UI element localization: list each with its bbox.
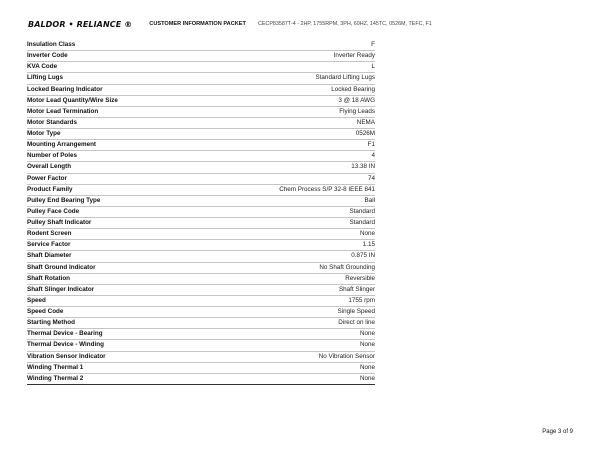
spec-label: Winding Thermal 1	[27, 362, 196, 373]
spec-row	[27, 51, 375, 62]
spec-row	[27, 362, 375, 373]
spec-row	[27, 295, 375, 306]
spec-value: 74	[196, 173, 375, 184]
spec-value: 13.38 IN	[196, 162, 375, 173]
spec-row	[27, 40, 375, 51]
spec-label: Lifting Lugs	[27, 73, 196, 84]
spec-row	[27, 318, 375, 329]
spec-value: 1.15	[196, 240, 375, 251]
spec-label: Inverter Code	[27, 51, 196, 62]
spec-row	[27, 95, 375, 106]
spec-label: Shaft Diameter	[27, 251, 196, 262]
spec-label: Shaft Ground Indicator	[27, 262, 196, 273]
spec-row	[27, 373, 375, 384]
spec-value: Flying Leads	[196, 106, 375, 117]
brand-logo: BALDOR • RELIANCE ®	[28, 19, 133, 29]
spec-row	[27, 218, 375, 229]
spec-label: Service Factor	[27, 240, 196, 251]
spec-table	[27, 40, 375, 385]
spec-value: L	[196, 62, 375, 73]
spec-label: Motor Lead Termination	[27, 106, 196, 117]
spec-label: Number of Poles	[27, 151, 196, 162]
spec-label: Pulley Face Code	[27, 206, 196, 217]
spec-value: Inverter Ready	[196, 51, 375, 62]
spec-row	[27, 117, 375, 128]
spec-value: None	[196, 373, 375, 384]
page-header	[28, 17, 588, 31]
spec-value: F1	[196, 140, 375, 151]
page-number: Page 3 of 9	[542, 429, 573, 435]
spec-label: Locked Bearing Indicator	[27, 84, 196, 95]
spec-value: None	[196, 340, 375, 351]
document-title: CUSTOMER INFORMATION PACKET	[149, 21, 246, 27]
spec-value: Standard Lifting Lugs	[196, 73, 375, 84]
spec-label: Motor Lead Quantity/Wire Size	[27, 95, 196, 106]
spec-label: Power Factor	[27, 173, 196, 184]
spec-row	[27, 240, 375, 251]
spec-value: Reversible	[196, 273, 375, 284]
spec-value: Shaft Slinger	[196, 284, 375, 295]
spec-row	[27, 329, 375, 340]
spec-table-body	[27, 40, 375, 384]
spec-label: Product Family	[27, 184, 196, 195]
spec-value: None	[196, 329, 375, 340]
spec-label: Overall Length	[27, 162, 196, 173]
spec-value: NEMA	[196, 117, 375, 128]
spec-label: Speed Code	[27, 307, 196, 318]
spec-value: Ball	[196, 195, 375, 206]
spec-value: Chem Process S/P 32-8 IEEE 841	[196, 184, 375, 195]
spec-row	[27, 307, 375, 318]
spec-label: KVA Code	[27, 62, 196, 73]
spec-label: Pulley Shaft Indicator	[27, 218, 196, 229]
spec-label: Speed	[27, 295, 196, 306]
spec-label: Motor Standards	[27, 117, 196, 128]
spec-label: Rodent Screen	[27, 229, 196, 240]
spec-row	[27, 206, 375, 217]
spec-row	[27, 284, 375, 295]
spec-value: 4	[196, 151, 375, 162]
spec-value: Single Speed	[196, 307, 375, 318]
spec-label: Starting Method	[27, 318, 196, 329]
spec-value: Locked Bearing	[196, 84, 375, 95]
spec-row	[27, 262, 375, 273]
spec-row	[27, 195, 375, 206]
spec-label: Shaft Rotation	[27, 273, 196, 284]
spec-label: Winding Thermal 2	[27, 373, 196, 384]
spec-label: Vibration Sensor Indicator	[27, 351, 196, 362]
spec-row	[27, 184, 375, 195]
spec-row	[27, 229, 375, 240]
spec-value: 1755 rpm	[196, 295, 375, 306]
spec-value: None	[196, 229, 375, 240]
spec-row	[27, 84, 375, 95]
spec-value: None	[196, 362, 375, 373]
spec-row	[27, 251, 375, 262]
spec-value: 3 @ 18 AWG	[196, 95, 375, 106]
spec-value: 0526M	[196, 129, 375, 140]
spec-value: Standard	[196, 218, 375, 229]
spec-row	[27, 340, 375, 351]
spec-row	[27, 129, 375, 140]
spec-row	[27, 351, 375, 362]
spec-row	[27, 173, 375, 184]
spec-row	[27, 151, 375, 162]
spec-label: Thermal Device - Winding	[27, 340, 196, 351]
spec-label: Mounting Arrangement	[27, 140, 196, 151]
spec-value: 0.875 IN	[196, 251, 375, 262]
spec-row	[27, 140, 375, 151]
spec-label: Shaft Slinger Indicator	[27, 284, 196, 295]
catalog-description: CECP83587T-4 - 2HP, 1755RPM, 3PH, 60HZ, 145TC, 0526M, TEFC, F1	[257, 21, 432, 27]
spec-label: Thermal Device - Bearing	[27, 329, 196, 340]
spec-label: Insulation Class	[27, 40, 196, 51]
spec-value: No Vibration Sensor	[196, 351, 375, 362]
spec-value: No Shaft Grounding	[196, 262, 375, 273]
spec-row	[27, 162, 375, 173]
spec-value: Standard	[196, 206, 375, 217]
spec-row	[27, 106, 375, 117]
spec-label: Motor Type	[27, 129, 196, 140]
spec-row	[27, 73, 375, 84]
spec-row	[27, 273, 375, 284]
spec-row	[27, 62, 375, 73]
spec-value: F	[196, 40, 375, 51]
spec-label: Pulley End Bearing Type	[27, 195, 196, 206]
spec-value: Direct on line	[196, 318, 375, 329]
